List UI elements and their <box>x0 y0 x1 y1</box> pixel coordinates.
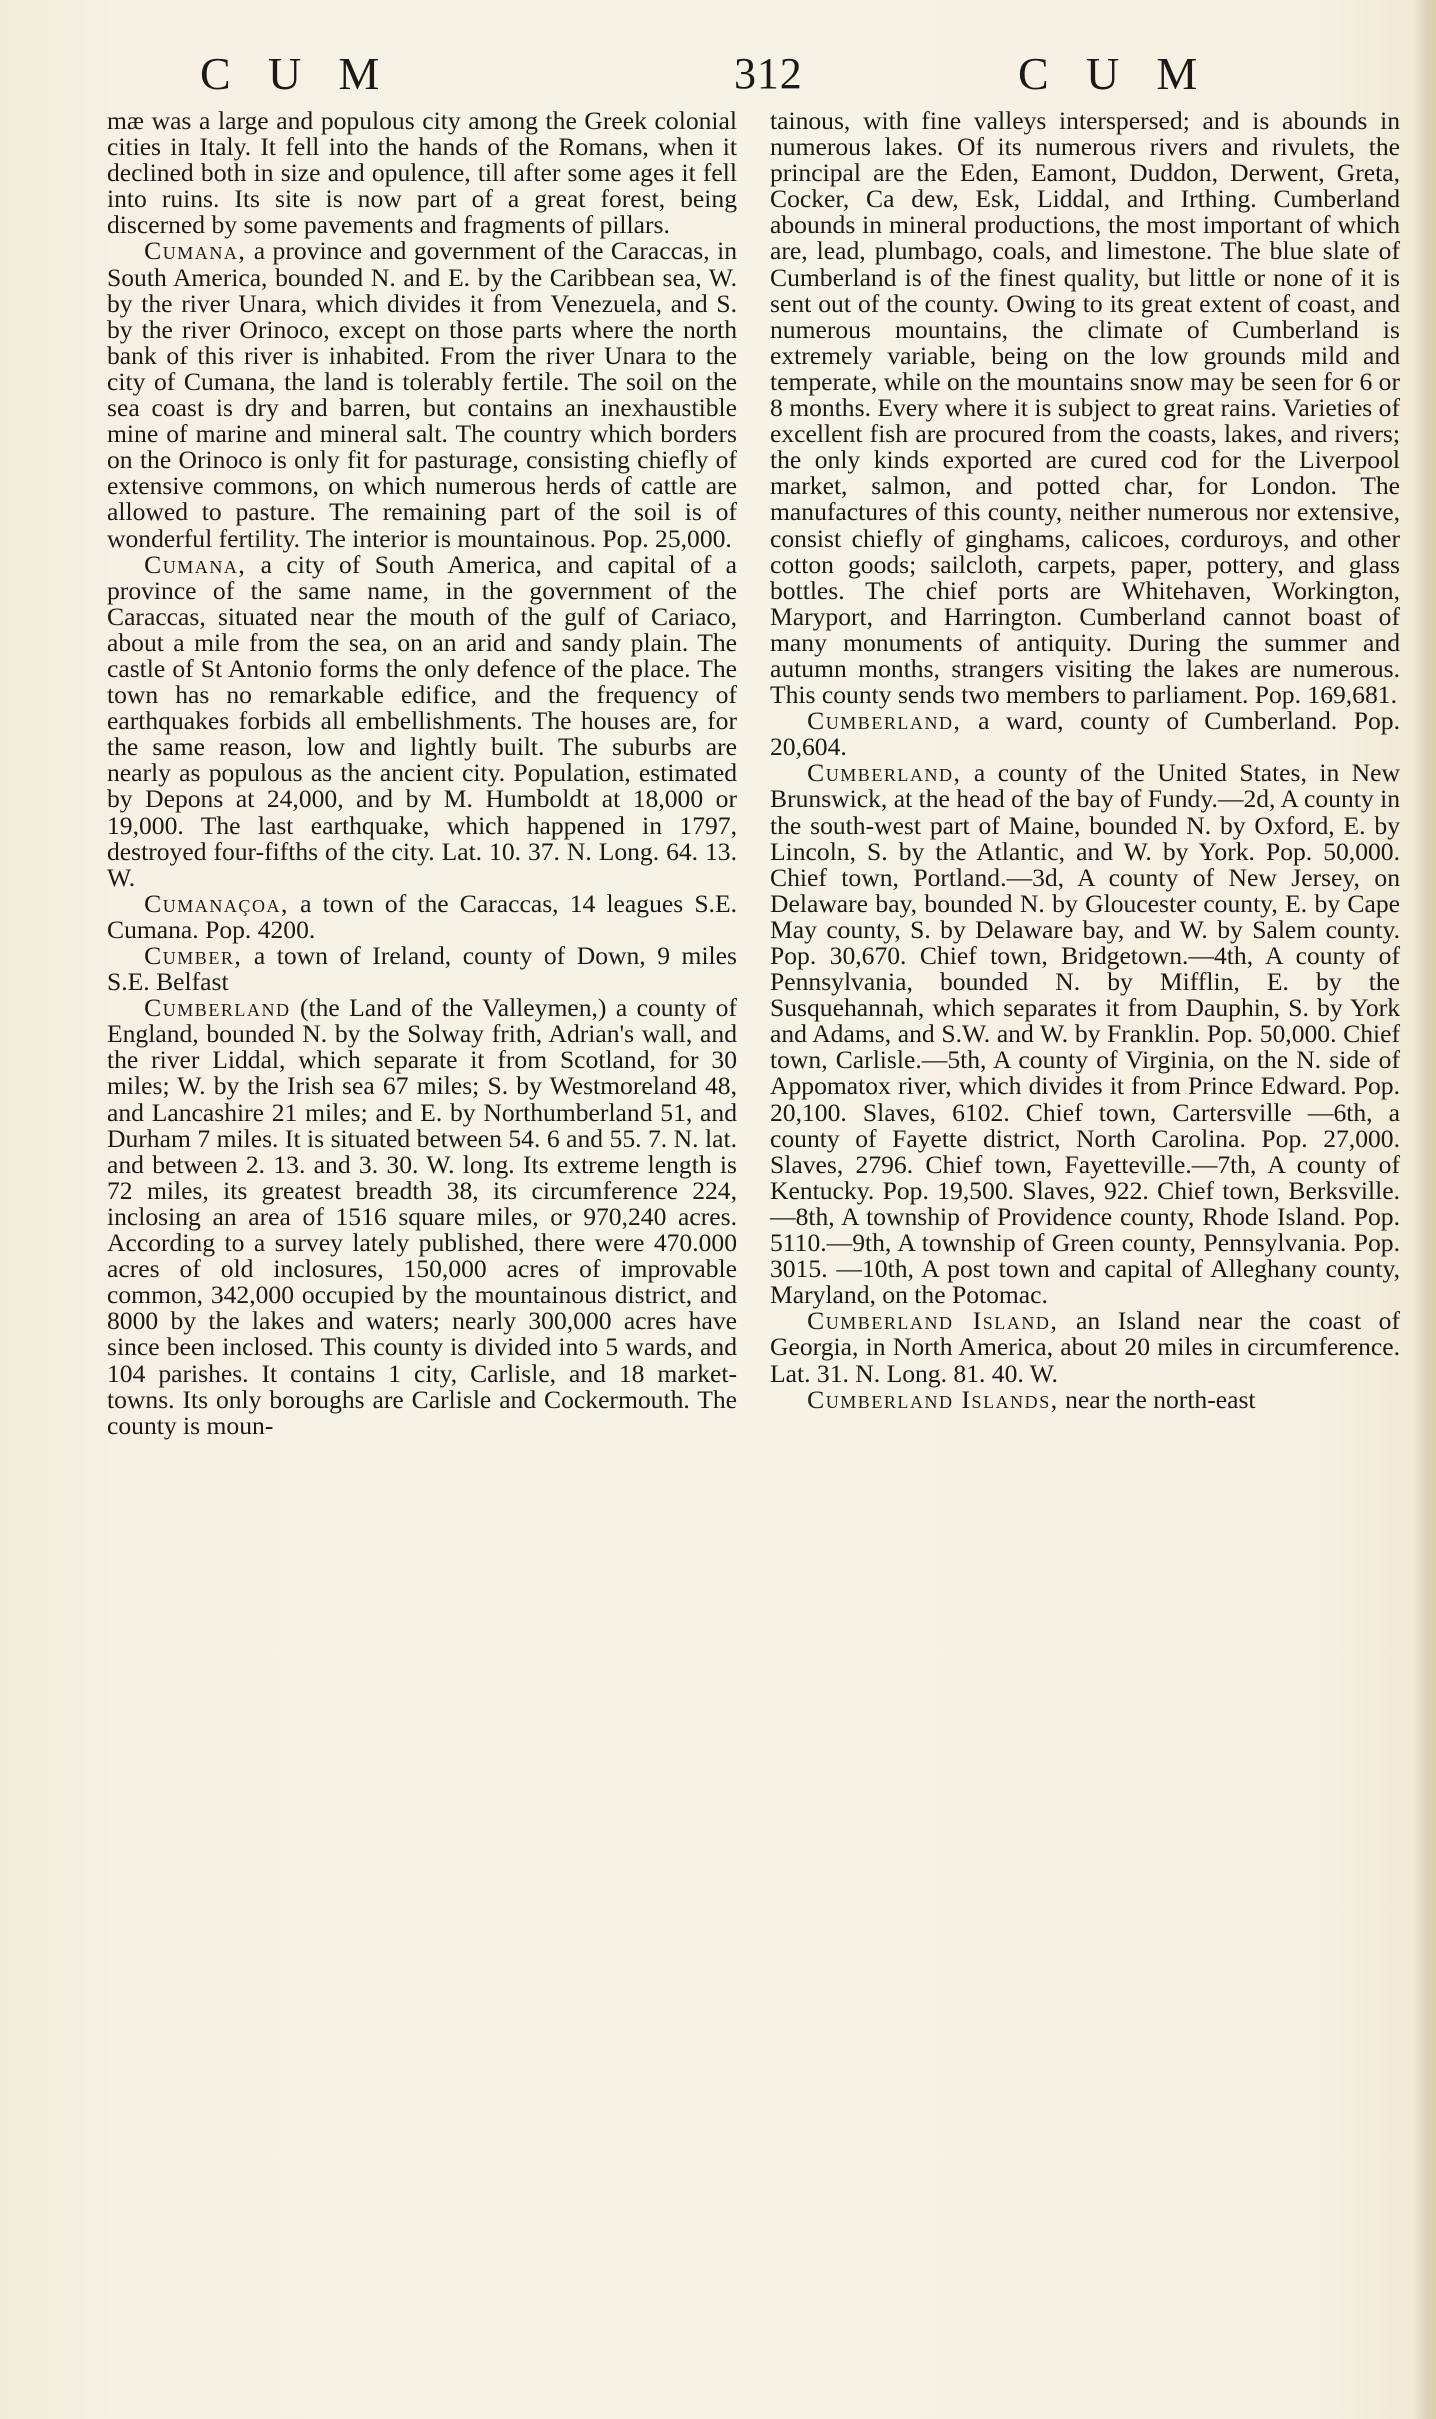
entry-body: a province and government of the Caraccas, in South America, bounded N. and E. by the Caribbean sea, W. by the river Unara, which divides it from Venezuela, and S. by the river Orinoco, except on those parts where the north bank of this river is inhabited. From the river Unara to the city of Cumana, the land is tolerably fertile. The soil on the sea coast is dry and barren, but contains an inexhaustible mine of marine and mineral salt. The country which borders on the Orinoco is only fit for pasturage, consisting chiefly of extensive commons, on which numerous herds of cattle are allowed to pasture. The remaining part of the soil is of wonderful fertility. The interior is mountainous. Pop. 25,000. <box>107 236 737 553</box>
entry-cumana-city <box>107 549 737 892</box>
left-column <box>107 108 737 1439</box>
entry-cumberland-islands <box>770 1384 1400 1414</box>
right-column <box>770 108 1400 1413</box>
running-header <box>0 44 1436 104</box>
entry-headword: Cumber, <box>144 941 243 970</box>
entry-continuation: mæ was a large and populous city among the Greek colonial cities in Italy. It fell into the hands of the Romans, when it declined both in size and opulence, till after some ages it fell into ruins. Its site is now part of a great forest, being discerned by some pavements and fragments of pillars. <box>107 106 737 240</box>
entry-cumber <box>107 943 737 995</box>
entry-body: a county of the United States, in New Brunswick, at the head of the bay of Fundy.—2d, A county in the south-west part of Maine, bounded N. by Oxford, E. by Lincoln, S. by the Atlantic, and W. by York. Pop. 50,000. Chief town, Portland.—3d, A county of New Jersey, on Delaware bay, bounded N. by Gloucester county, E. by Cape May county, S. by Delaware bay, and W. by Salem county. Pop. 30,670. Chief town, Bridgetown.—4th, A county of Pennsylvania, bounded N. by Mifflin, E. by the Susquehannah, which separates it from Dauphin, S. by York and Adams, and S.W. and W. by Franklin. Pop. 50,000. Chief town, Carlisle.—5th, A county of Virginia, on the N. side of Appomatox river, which divides it from Prince Edward. Pop. 20,100. Slaves, 6102. Chief town, Cartersville —6th, a county of Fayette district, North Carolina. Pop. 27,000. Slaves, 2796. Chief town, Fayetteville.—7th, A county of Kentucky. Pop. 19,500. Slaves, 922. Chief town, Berksville.—8th, A township of Providence county, Rhode Island. Pop. 5110.—9th, A township of Green county, Pennsylvania. Pop. 3015. —10th, A post town and capital of Alleghany county, Maryland, on the Potomac. <box>770 758 1400 1310</box>
entry-headword: Cumberland, <box>807 706 962 736</box>
entry-cumana-province <box>107 238 737 551</box>
entry-body: a town of the Caraccas, 14 leagues S.E. Cumana. Pop. 4200. <box>107 888 737 944</box>
entry-cumberland-ward <box>770 708 1400 760</box>
entry-body: an Island near the coast of Georgia, in North America, about 20 miles in circumference. Lat. 31. N. Long. 81. 40. W. <box>770 1306 1400 1388</box>
entry-headword: Cumana, <box>144 236 247 266</box>
entry-cumberland-us <box>770 760 1400 1308</box>
page-edge-shadow <box>1414 0 1436 2419</box>
entry-body: near the north-east <box>1058 1384 1256 1414</box>
header-right-guideword: C U M <box>1018 48 1211 99</box>
entry-cumberland-england <box>107 995 737 1439</box>
entry-headword: Cumana, <box>144 549 247 579</box>
entry-continuation: tainous, with fine valleys interspersed; and is abounds in numerous lakes. Of its numerous rivers and rivulets, the principal are the Eden, Eamont, Duddon, Derwent, Greta, Cocker, Ca dew, Esk, Liddal, and Irthing. Cumberland abounds in mineral productions, the most important of which are, lead, plumbago, coals, and limestone. The blue slate of Cumberland is of the finest quality, but little or none of it is sent out of the county. Owing to its great extent of coast, and numerous mountains, the climate of Cumberland is extremely variable, being on the low grounds mild and temperate, while on the mountains snow may be seen for 6 or 8 months. Every where it is subject to great rains. Varieties of excellent fish are procured from the coasts, lakes, and rivers; the only kinds exported are cured cod for the Liverpool market, salmon, and potted char, for London. The manufactures of this county, neither numerous nor extensive, consist chiefly of ginghams, calicoes, corduroys, and other cotton goods; sailcloth, carpets, paper, pottery, and glass bottles. The chief ports are Whitehaven, Workington, Maryport, and Harrington. Cumberland cannot boast of many monuments of antiquity. During the summer and autumn months, strangers visiting the lakes are numerous. This county sends two members to parliament. Pop. 169,681. <box>770 106 1400 710</box>
entry-headword: Cumberland Island, <box>807 1306 1059 1336</box>
entry-body: (the Land of the Valleymen,) a county of England, bounded N. by the Solway frith, Adrian's wall, and the river Liddal, which separate it from Scotland, for 30 miles; W. by the Irish sea 67 miles; S. by Westmoreland 48, and Lancashire 21 miles; and E. by Northumberland 51, and Durham 7 miles. It is situated between 54. 6 and 55. 7. N. lat. and between 2. 13. and 3. 30. W. long. Its extreme length is 72 miles, its greatest breadth 38, its circumference 224, inclosing an area of 1516 square miles, or 970,240 acres. According to a survey lately published, there were 470.000 acres of old inclosures, 150,000 acres of improvable common, 342,000 occupied by the mountainous district, and 8000 by the lakes and waters; nearly 300,000 acres have since been inclosed. This county is divided into 5 wards, and 104 parishes. It contains 1 city, Carlisle, and 18 market-towns. Its only boroughs are Carlisle and Cockermouth. The county is moun- <box>107 993 737 1440</box>
entry-cumberland-island <box>770 1308 1400 1386</box>
entry-headword: Cumanaçoa, <box>144 888 289 918</box>
entry-body: a city of South America, and capital of a province of the same name, in the government of the Caraccas, situated near the mouth of the gulf of Cariaco, about a mile from the sea, on an arid and sandy plain. The castle of St Antonio forms the only defence of the place. The town has no remarkable edifice, and the frequency of earthquakes forbids all embellishments. The houses are, for the same reason, low and lightly built. The suburbs are nearly as populous as the ancient city. Population, estimated by Depons at 24,000, and by M. Humboldt at 18,000 or 19,000. The last earthquake, which happened in 1797, destroyed four-fifths of the city. Lat. 10. 37. N. Long. 64. 13. W. <box>107 549 737 892</box>
entry-headword: Cumberland <box>144 993 291 1023</box>
entry-headword: Cumberland, <box>807 758 962 788</box>
entry-headword: Cumberland Islands, <box>807 1384 1059 1414</box>
page-number: 312 <box>734 49 803 98</box>
header-left-guideword: C U M <box>200 48 393 99</box>
entry-body: a ward, county of Cumberland. Pop. 20,604. <box>770 706 1400 762</box>
entry-body: a town of Ireland, county of Down, 9 miles S.E. Belfast <box>107 941 737 997</box>
entry-cumanacoa <box>107 888 737 944</box>
